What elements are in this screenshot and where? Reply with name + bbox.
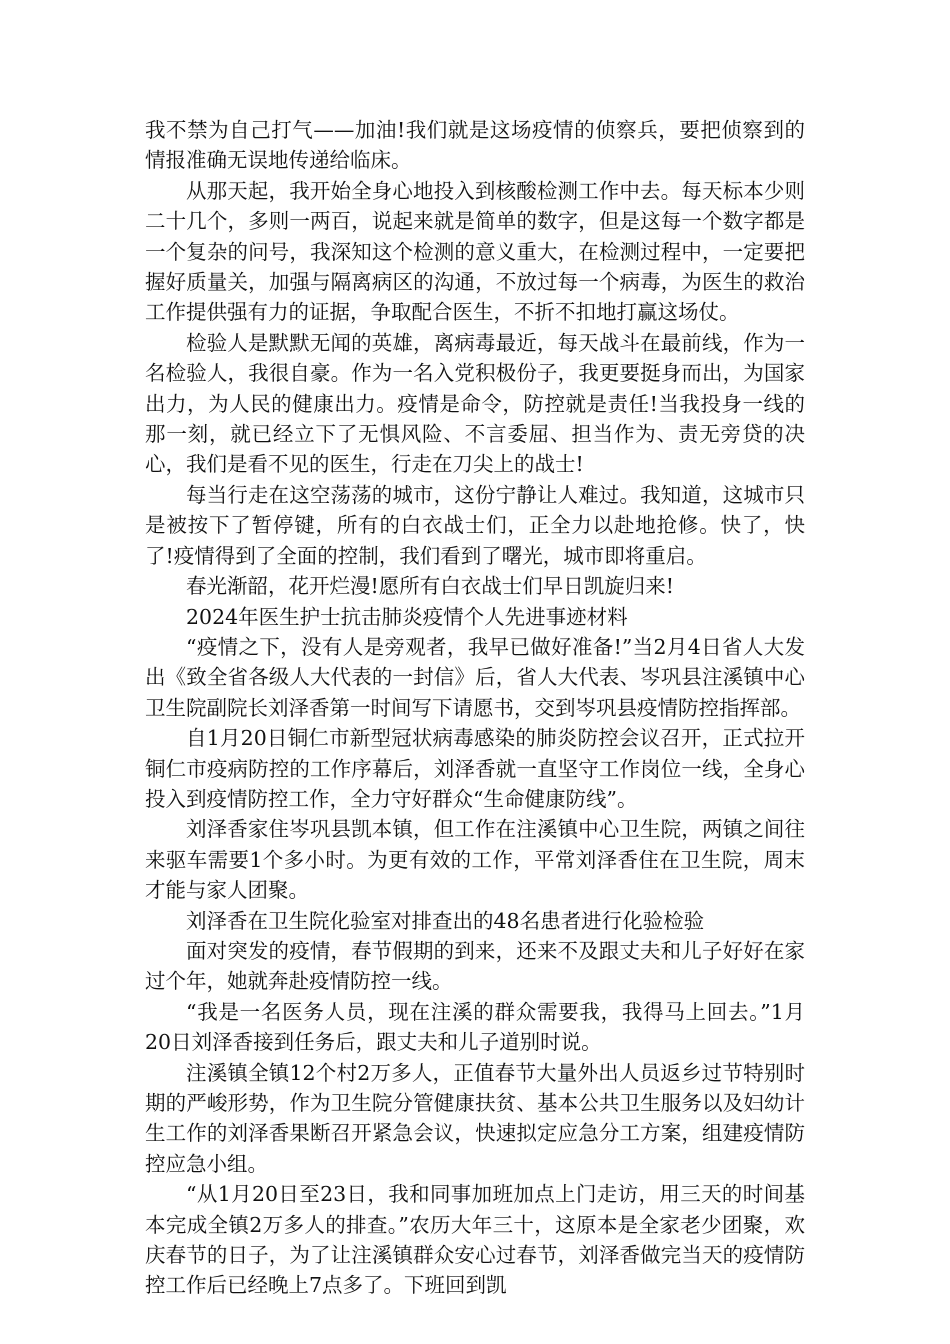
paragraph-7: “疫情之下，没有人是旁观者，我早已做好准备!”当2月4日省人大发出《致全省各级人大代表的一封信》后，省人大代表、岑巩县注溪镇中心卫生院副院长刘泽香第一时间写下请愿书，交到岑巩县疫情防控指挥部。 (145, 634, 805, 720)
paragraph-13: 注溪镇全镇12个村2万多人，正值春节大量外出人员返乡过节特别时期的严峻形势，作为卫生院分管健康扶贫、基本公共卫生服务以及妇幼计生工作的刘泽香果断召开紧急会议，快速拟定应急分工方案，组建疫情防控应急小组。 (145, 1060, 805, 1176)
paragraph-5: 春光渐韶，花开烂漫!愿所有白衣战士们早日凯旋归来! (186, 574, 674, 599)
paragraph-12: “我是一名医务人员，现在注溪的群众需要我，我得马上回去。”1月20日刘泽香接到任务后，跟丈夫和儿子道别时说。 (145, 999, 805, 1055)
section-title: 2024年医生护士抗击肺炎疫情个人先进事迹材料 (186, 604, 628, 629)
document-page (145, 115, 805, 1301)
paragraph-8: 自1月20日铜仁市新型冠状病毒感染的肺炎防控会议召开，正式拉开铜仁市疫病防控的工作序幕后，刘泽香就一直坚守工作岗位一线，全身心投入到疫情防控工作，全力守好群众“生命健康防线”。 (145, 726, 805, 811)
paragraph-3: 检验人是默默无闻的英雄，离病毒最近，每天战斗在最前线，作为一名检验人，我很自豪。作为一名入党积极份子，我更要挺身而出，为国家出力，为人民的健康出力。疫情是命令，防控就是责任!当我投身一线的那一刻，就已经立下了无惧风险、不言委屈、担当作为、责无旁贷的决心，我们是看不见的医生，行走在刀尖上的战士! (145, 330, 805, 477)
paragraph-1: 我不禁为自己打气——加油!我们就是这场疫情的侦察兵，要把侦察到的情报准确无误地传递给临床。 (145, 118, 805, 173)
paragraph-2: 从那天起，我开始全身心地投入到核酸检测工作中去。每天标本少则二十几个，多则一两百，说起来就是简单的数字，但是这每一个数字都是一个复杂的问号，我深知这个检测的意义重大，在检测过程中，一定要把握好质量关，加强与隔离病区的沟通，不放过每一个病毒，为医生的救治工作提供强有力的证据，争取配合医生，不折不扣地打赢这场仗。 (145, 178, 805, 325)
paragraph-4: 每当行走在这空荡荡的城市，这份宁静让人难过。我知道，这城市只是被按下了暂停键，所有的白衣战士们，正全力以赴地抢修。快了，快了!疫情得到了全面的控制，我们看到了曙光，城市即将重启。 (145, 482, 805, 568)
photo-caption: 刘泽香在卫生院化验室对排查出的48名患者进行化验检验 (186, 908, 705, 933)
paragraph-9: 刘泽香家住岑巩县凯本镇，但工作在注溪镇中心卫生院，两镇之间往来驱车需要1个多小时。为更有效的工作，平常刘泽香住在卫生院，周末才能与家人团聚。 (145, 817, 805, 903)
paragraph-14: “从1月20日至23日，我和同事加班加点上门走访，用三天的时间基本完成全镇2万多人的排查。”农历大年三十，这原本是全家老少团聚，欢庆春节的日子，为了让注溪镇群众安心过春节，刘泽香做完当天的疫情防控工作后已经晚上7点多了。下班回到凯 (145, 1182, 805, 1298)
paragraph-11: 面对突发的疫情，春节假期的到来，还来不及跟丈夫和儿子好好在家过个年，她就奔赴疫情防控一线。 (145, 938, 805, 994)
